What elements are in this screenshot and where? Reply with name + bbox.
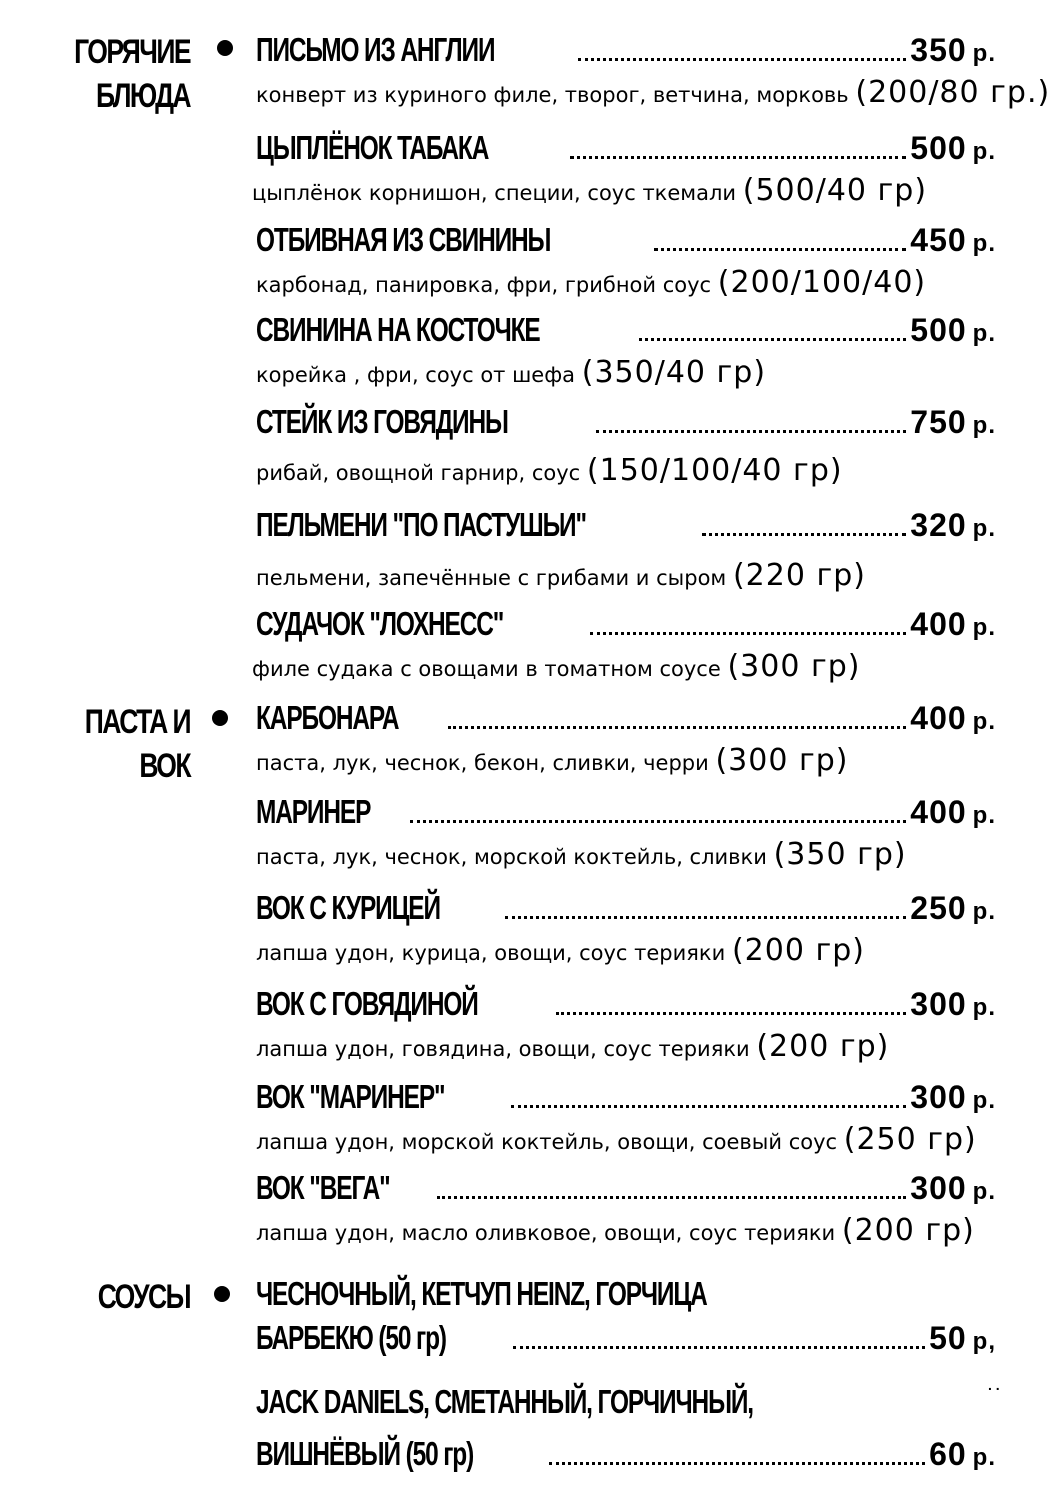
item-description: корейка , фри, соус от шефа (350/40 гр) [256, 355, 767, 390]
item-description: конверт из куриного филе, творог, ветчина, морковь (200/80 гр.) [256, 75, 1051, 110]
item-name: СУДАЧОК "ЛОХНЕСС" [256, 605, 504, 642]
item-weight: (250 гр) [843, 1122, 977, 1157]
menu-item [256, 1168, 996, 1250]
item-weight: (350 гр) [773, 837, 907, 872]
item-name: ВОК "МАРИНЕР" [256, 1078, 445, 1115]
item-price: 400 р. [910, 606, 996, 642]
item-price: 320 р. [910, 507, 996, 543]
dotted-leader [410, 820, 906, 823]
menu-item [252, 128, 996, 210]
item-price: 400 р. [910, 700, 996, 736]
item-weight: (300 гр) [727, 649, 861, 684]
menu-item [256, 1077, 996, 1159]
item-name: ПЕЛЬМЕНИ "ПО ПАСТУШЬИ" [256, 506, 586, 543]
menu-item [256, 984, 996, 1066]
item-weight: (200 гр) [731, 933, 865, 968]
item-weight: (200 гр) [756, 1029, 890, 1064]
menu-item [256, 505, 996, 595]
item-description: паста, лук, чеснок, морской коктейль, сливки (350 гр) [256, 837, 907, 872]
item-name: ВИШНЁВЫЙ (50 гр) [256, 1435, 474, 1472]
dotted-leader [702, 533, 906, 536]
dotted-leader [511, 1105, 907, 1108]
item-name: МАРИНЕР [256, 793, 371, 830]
item-name: ВОК С КУРИЦЕЙ [256, 889, 440, 926]
item-description: карбонад, панировка, фри, грибной соус (200/100/40) [256, 265, 927, 300]
dotted-leader [505, 916, 907, 919]
menu-item [256, 1272, 996, 1362]
item-description: лапша удон, курица, овощи, соус терияки (200 гр) [256, 933, 865, 968]
item-weight: (220 гр) [732, 558, 866, 593]
stray-mark: . . [988, 1377, 1000, 1393]
bullet-icon [214, 1286, 230, 1302]
section-title: ПАСТА И ВОК [84, 703, 190, 785]
item-price: 300 р. [910, 986, 996, 1022]
menu-item [256, 1380, 996, 1478]
item-name: ВОК "ВЕГА" [256, 1169, 390, 1206]
item-description: цыплёнок корнишон, специи, соус ткемали (500/40 гр) [252, 173, 928, 208]
item-name: СТЕЙК ИЗ ГОВЯДИНЫ [256, 403, 508, 440]
item-name: ВОК С ГОВЯДИНОЙ [256, 985, 478, 1022]
item-line: ЧЕСНОЧНЫЙ, КЕТЧУП HEINZ, ГОРЧИЦА [256, 1275, 707, 1312]
section-title: ГОРЯЧИЕ БЛЮДА [74, 33, 190, 115]
item-price: 350 р. [910, 32, 996, 68]
dotted-leader [549, 1462, 925, 1465]
item-price: 300 р. [910, 1170, 996, 1206]
dotted-leader [590, 632, 906, 635]
item-weight: (150/100/40 гр) [586, 453, 843, 488]
menu-item [256, 792, 996, 874]
item-price: 400 р. [910, 794, 996, 830]
dotted-leader [654, 248, 907, 251]
item-price: 500 р. [910, 312, 996, 348]
item-description: филе судака с овощами в томатном соусе (300 гр) [252, 649, 861, 684]
dotted-leader [639, 338, 906, 341]
dotted-leader [556, 1012, 907, 1015]
item-name: ПИСЬМО ИЗ АНГЛИИ [256, 31, 495, 68]
menu-item [256, 402, 996, 490]
item-weight: (200/100/40) [717, 265, 927, 300]
item-price: 450 р. [910, 222, 996, 258]
bullet-icon [212, 710, 228, 726]
item-description: паста, лук, чеснок, бекон, сливки, черри (300 гр) [256, 743, 849, 778]
dotted-leader [437, 1196, 907, 1199]
item-weight: (300 гр) [715, 743, 849, 778]
item-weight: (200 гр) [841, 1213, 975, 1248]
item-name: ЦЫПЛЁНОК ТАБАКА [256, 129, 489, 166]
dotted-leader [570, 156, 906, 159]
item-description: лапша удон, масло оливковое, овощи, соус терияки (200 гр) [256, 1213, 975, 1248]
menu-item [256, 698, 996, 780]
item-price: 750 р. [910, 404, 996, 440]
item-name: ОТБИВНАЯ ИЗ СВИНИНЫ [256, 221, 551, 258]
menu-item [256, 30, 1051, 112]
item-weight: (350/40 гр) [581, 355, 767, 390]
item-name: БАРБЕКЮ (50 гр) [256, 1319, 446, 1356]
menu-item [252, 604, 996, 686]
menu-item [256, 310, 996, 392]
item-price: 250 р. [910, 890, 996, 926]
section-title: СОУСЫ [97, 1278, 190, 1316]
dotted-leader [513, 1346, 925, 1349]
item-description: лапша удон, говядина, овощи, соус терияки (200 гр) [256, 1029, 890, 1064]
menu-item [256, 220, 996, 302]
menu-item [256, 888, 996, 970]
item-description: рибай, овощной гарнир, соус (150/100/40 гр) [256, 453, 843, 488]
dotted-leader [596, 430, 906, 433]
item-name: КАРБОНАРА [256, 699, 399, 736]
item-price: 50 р, [929, 1320, 996, 1356]
item-weight: (500/40 гр) [742, 173, 928, 208]
item-weight: (200/80 гр.) [855, 75, 1051, 110]
item-description: пельмени, запечённые с грибами и сыром (220 гр) [256, 558, 866, 593]
item-line: JACK DANIELS, СМЕТАННЫЙ, ГОРЧИЧНЫЙ, [256, 1383, 753, 1420]
item-price: 300 р. [910, 1079, 996, 1115]
item-description: лапша удон, морской коктейль, овощи, соевый соус (250 гр) [256, 1122, 977, 1157]
item-price: 60 р. [929, 1436, 996, 1472]
item-name: СВИНИНА НА КОСТОЧКЕ [256, 311, 540, 348]
bullet-icon [217, 40, 233, 56]
item-price: 500 р. [910, 130, 996, 166]
dotted-leader [578, 58, 906, 61]
dotted-leader [448, 726, 906, 729]
